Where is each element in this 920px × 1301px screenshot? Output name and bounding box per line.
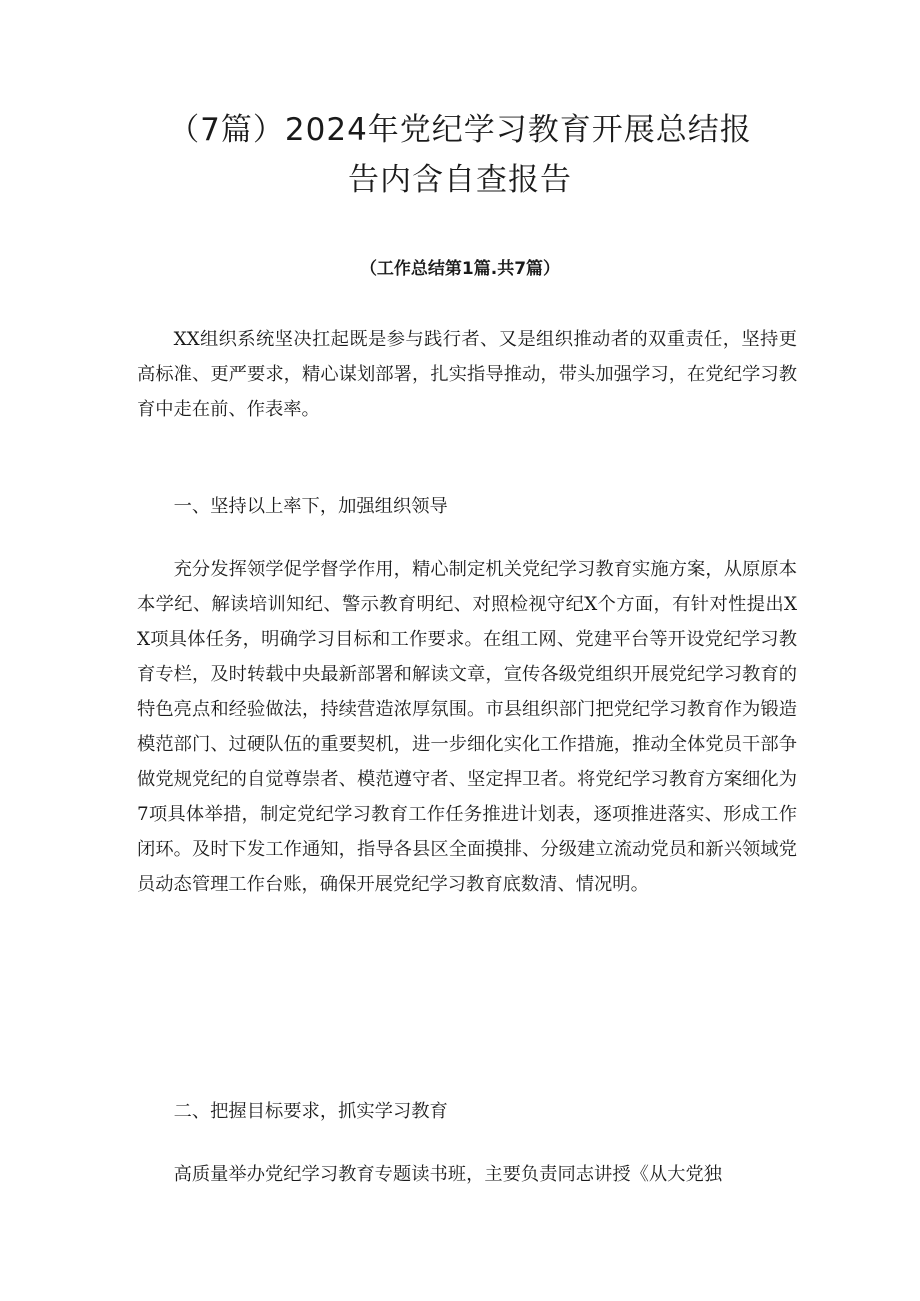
section-2-paragraph: 高质量举办党纪学习教育专题读书班，主要负责同志讲授《从大党独 <box>173 1164 723 1185</box>
document-title-line-1: （7篇）2024年党纪学习教育开展总结报 <box>168 112 752 148</box>
document-title-line-2: 告内含自查报告 <box>348 162 572 198</box>
section-heading-1: 一、坚持以上率下，加强组织领导 <box>173 496 448 517</box>
section-1-paragraph: 充分发挥领学促学督学作用，精心制定机关党纪学习教育实施方案，从原原本本学纪、解读培训知纪、警示教育明纪、对照检视守纪X个方面，有针对性提出XX项具体任务，明确学习目标和工作要求。在组工网、党建平台等开设党纪学习教育专栏，及时转载中央最新部署和解读文章，宣传各级党组织开展党纪学习教育的特色亮点和经验做法，持续营造浓厚氛围。市县组织部门把党纪学习教育作为锻造模范部门、过硬队伍的重要契机，进一步细化实化工作措施，推动全体党员干部争做党规党纪的自觉尊崇者、模范遵守者、坚定捍卫者。将党纪学习教育方案细化为7项具体举措，制定党纪学习教育工作任务推进计划表，逐项推进落实、形成工作闭环。及时下发工作通知，指导各县区全面摸排、分级建立流动党员和新兴领域党员动态管理工作台账，确保开展党纪学习教育底数清、情况明。 <box>137 559 797 895</box>
document-subtitle: （工作总结第1篇.共7篇） <box>359 259 561 279</box>
intro-paragraph: XX组织系统坚决扛起既是参与践行者、又是组织推动者的双重责任，坚持更高标准、更严要求，精心谋划部署，扎实指导推动，带头加强学习，在党纪学习教育中走在前、作表率。 <box>137 329 797 420</box>
section-heading-2: 二、把握目标要求，抓实学习教育 <box>173 1101 448 1122</box>
